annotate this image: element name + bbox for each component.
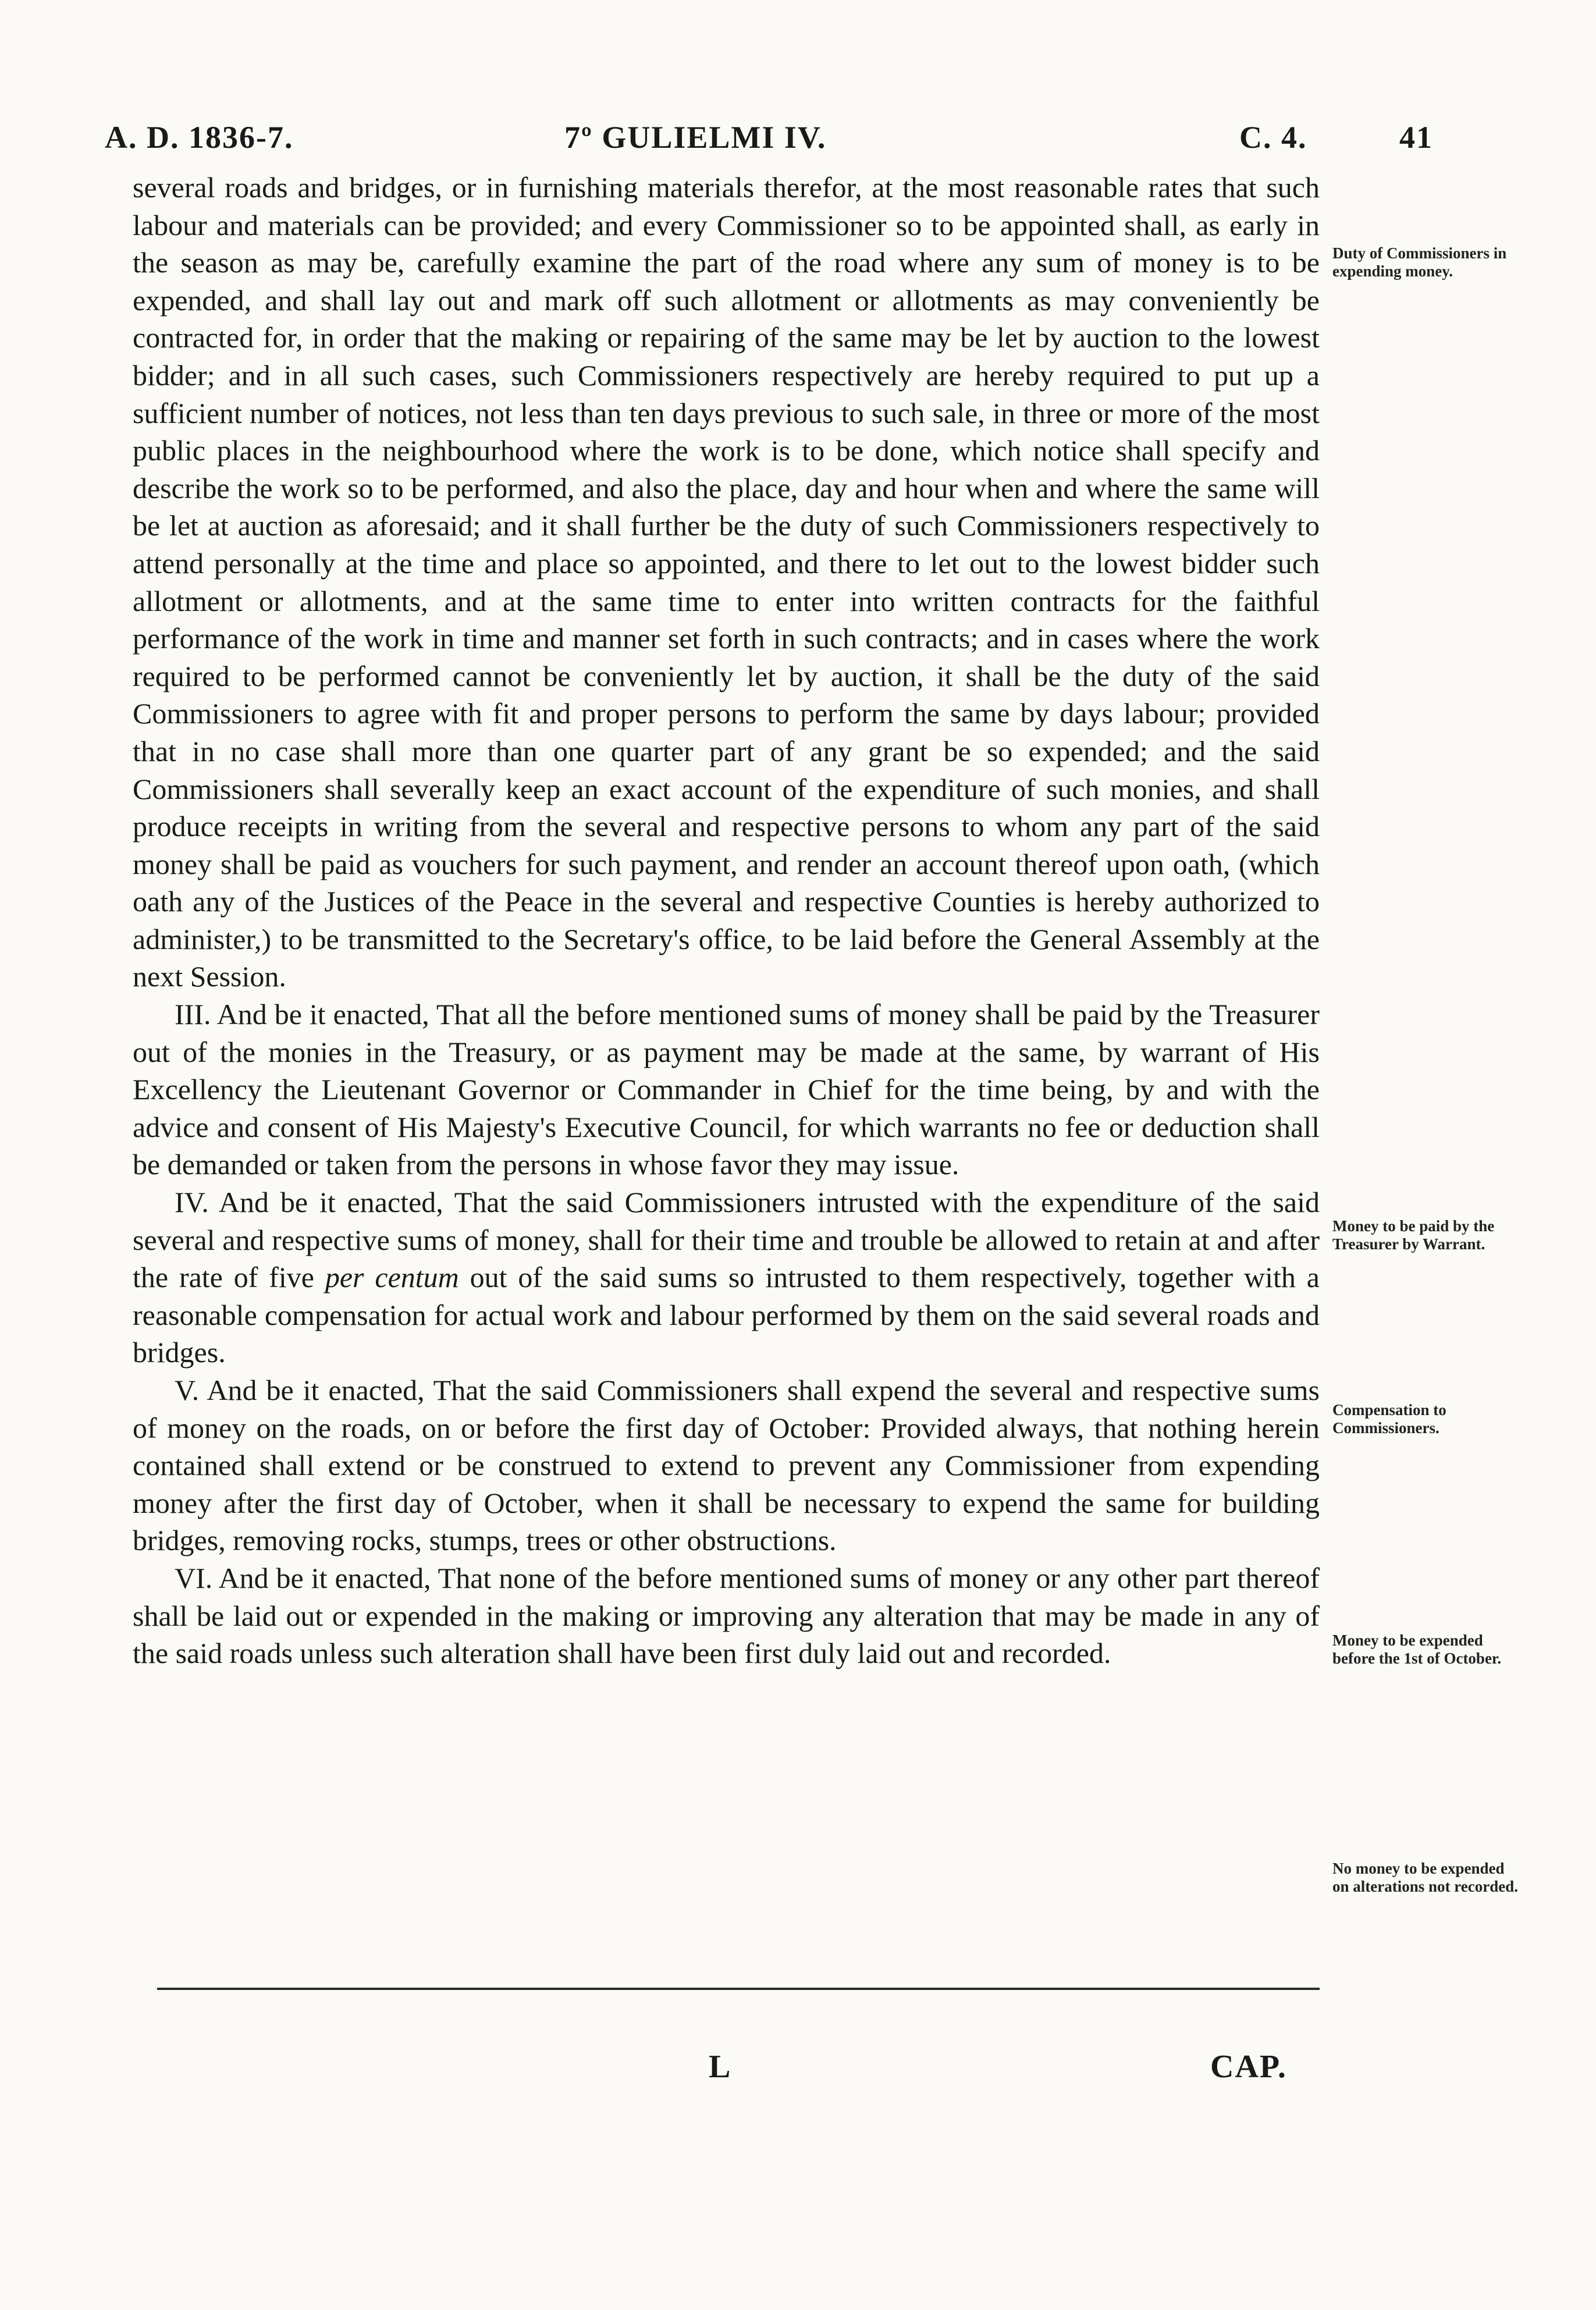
page-number: 41 [1399, 120, 1433, 155]
catchword: CAP. [1210, 2049, 1287, 2085]
marginal-note-october: Money to be expended before the 1st of October. [1332, 1632, 1502, 1667]
statute-body [133, 169, 1320, 1672]
section-iv [133, 1184, 1320, 1371]
section-iv-italic-term: per centum [325, 1261, 459, 1294]
marginal-note-compensation: Compensation to Commissioners. [1332, 1401, 1446, 1437]
section-iv-text-after: out of the said sums so intrusted to them respectively, together with a reasonable compensation for actual work and labour performed by them on the said several roads and bridges. [133, 1261, 1320, 1369]
header-year: A. D. 1836-7. [105, 120, 294, 155]
marginal-note-duty: Duty of Commissioners in expending money. [1332, 244, 1507, 280]
header-chapter: C. 4. [1239, 120, 1307, 155]
marginal-note-treasurer: Money to be paid by the Treasurer by Warrant. [1332, 1217, 1495, 1253]
running-head [105, 119, 1472, 160]
header-reign: 7º GULIELMI IV. [564, 120, 827, 155]
section-iv-text-before: IV. And be it enacted, That the said Commissioners intrusted with the expenditure of the said several and respective sums of money, shall for their time and trouble be allowed to retain at and after the rate of five [133, 1186, 1320, 1294]
signature-mark: L [709, 2049, 731, 2085]
closing-rule [157, 1988, 1320, 1990]
marginal-note-alterations: No money to be expended on alterations not recorded. [1332, 1860, 1518, 1895]
section-iii: III. And be it enacted, That all the before mentioned sums of money shall be paid by the Treasurer out of the monies in the Treasury, or as payment may be made at the same, by warrant of His Excellency the Lieutenant Governor or Commander in Chief for the time being, by and with the advice and consent of His Majesty's Executive Council, for which warrants no fee or deduction shall be demanded or taken from the persons in whose favor they may issue. [133, 998, 1320, 1181]
paragraph-continuation: several roads and bridges, or in furnishing materials therefor, at the most reasonable rates that such labour and materials can be provided; and every Commissioner so to be appointed shall, as early in the season as may be, carefully examine the part of the road where any sum of money is to be expended, and shall lay out and mark off such allotment or allotments as may conveniently be contracted for, in order that the making or repairing of the same may be let by auction to the lowest bidder; and in all such cases, such Commissioners respectively are hereby required to put up a sufficient number of notices, not less than ten days previous to such sale, in three or more of the most public places in the neighbourhood where the work is to be done, which notice shall specify and describe the work so to be performed, and also the place, day and hour when and where the same will be let at auction as aforesaid; and it shall further be the duty of such Commissioners respectively to attend personally at the time and place so appointed, and there to let out to the lowest bidder such allotment or allotments, and at the same time to enter into written contracts for the faithful performance of the work in time and manner set forth in such contracts; and in cases where the work required to be performed cannot be conveniently let by auction, it shall be the duty of the said Commissioners to agree with fit and proper persons to perform the same by days labour; provided that in no case shall more than one quarter part of any grant be so expended; and the said Commissioners shall severally keep an exact account of the expenditure of such monies, and shall produce receipts in writing from the several and respective persons to whom any part of the said money shall be paid as vouchers for such payment, and render an account thereof upon oath, (which oath any of the Justices of the Peace in the several and respective Counties is hereby authorized to administer,) to be transmitted to the Secretary's office, to be laid before the General Assembly at the next Session. [133, 171, 1320, 993]
section-vi: VI. And be it enacted, That none of the before mentioned sums of money or any other part thereof shall be laid out or expended in the making or improving any alteration that may be made in any of the said roads unless such alteration shall have been first duly laid out and recorded. [133, 1561, 1320, 1670]
section-v: V. And be it enacted, That the said Commissioners shall expend the several and respective sums of money on the roads, on or before the first day of October: Provided always, that nothing herein contained shall extend or be construed to extend to prevent any Commissioner from expending money after the first day of October, when it shall be necessary to expend the same for building bridges, removing rocks, stumps, trees or other obstructions. [133, 1374, 1320, 1557]
